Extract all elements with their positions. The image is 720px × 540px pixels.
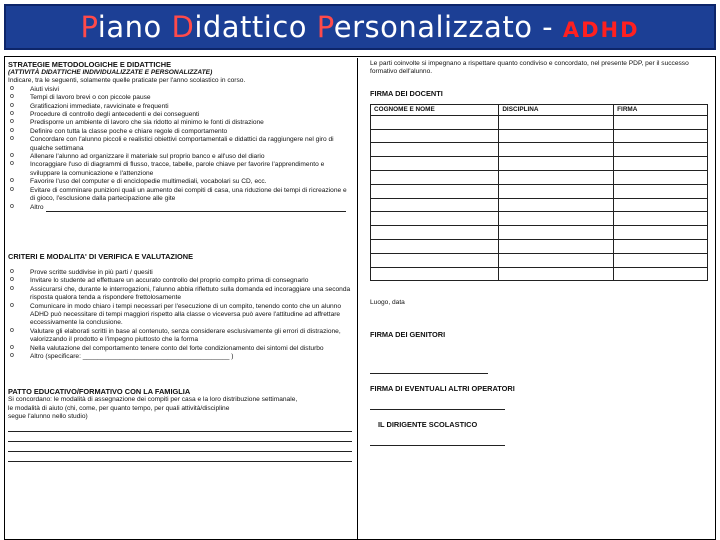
table-cell[interactable] <box>371 157 499 171</box>
table-row <box>371 212 708 226</box>
luogo-data: Luogo, data <box>370 299 405 307</box>
checklist-item[interactable]: o Valutare gli elaborati scritti in base al contenuto, senza considerare esclusivamente gli errori di distrazione, valorizzando il prodotto e l'impegno piuttosto che la forma <box>8 328 352 345</box>
dirigente-signature-line[interactable] <box>370 435 505 446</box>
table-row <box>371 184 708 198</box>
patto-write-line <box>8 423 352 432</box>
table-cell[interactable] <box>614 267 708 281</box>
checklist-item[interactable]: o Evitare di comminare punizioni quali un aumento dei compiti di casa, una riduzione dei tempi di ricreazione e di gioco, l'esclusione dalla partecipazione alle gite <box>8 187 352 204</box>
firma-operatori-label: FIRMA DI EVENTUALI ALTRI OPERATORI <box>370 383 515 393</box>
title-adhd: ADHD <box>562 18 640 42</box>
table-row <box>371 157 708 171</box>
genitori-signature-line[interactable] <box>370 363 488 374</box>
checklist-item[interactable]: o Procedure di controllo degli antecedenti e dei conseguenti <box>8 111 352 119</box>
table-cell[interactable] <box>499 143 614 157</box>
table-cell[interactable] <box>614 212 708 226</box>
col-header-firma: FIRMA <box>614 104 708 115</box>
criteri-list <box>8 269 352 361</box>
table-row <box>371 129 708 143</box>
patto-write-line <box>8 443 352 452</box>
title-bar <box>4 4 716 50</box>
table-cell[interactable] <box>499 226 614 240</box>
table-cell[interactable] <box>371 171 499 185</box>
table-cell[interactable] <box>371 239 499 253</box>
patto-line-3: segue l'alunno nello studio) <box>8 413 88 421</box>
checklist-item[interactable]: o Favorire l'uso del computer e di enciclopedie multimediali, vocabolari su CD, ecc. <box>8 178 352 186</box>
checklist-item[interactable]: o Gratificazioni immediate, ravvicinate e frequenti <box>8 103 352 111</box>
table-cell[interactable] <box>371 184 499 198</box>
table-cell[interactable] <box>614 239 708 253</box>
docenti-table <box>370 104 708 282</box>
firma-genitori-label: FIRMA DEI GENITORI <box>370 329 446 339</box>
table-row <box>371 253 708 267</box>
strategie-subheading: (ATTIVITÀ DIDATTICHE INDIVIDUALIZZATE E PERSONALIZZATE) <box>8 69 213 76</box>
checklist-item[interactable]: o Tempi di lavoro brevi o con piccole pause <box>8 94 352 102</box>
table-cell[interactable] <box>499 239 614 253</box>
table-row <box>371 239 708 253</box>
checklist-item[interactable]: o Definire con tutta la classe poche e chiare regole di comportamento <box>8 128 352 136</box>
table-row <box>371 171 708 185</box>
table-row <box>371 226 708 240</box>
table-cell[interactable] <box>371 253 499 267</box>
table-cell[interactable] <box>499 184 614 198</box>
table-cell[interactable] <box>614 184 708 198</box>
table-cell[interactable] <box>371 129 499 143</box>
table-row <box>371 115 708 129</box>
checklist-item[interactable]: o Allenare l'alunno ad organizzare il materiale sul proprio banco e all'uso del diario <box>8 153 352 161</box>
table-cell[interactable] <box>371 198 499 212</box>
patto-write-line <box>8 453 352 462</box>
checklist-item[interactable]: o Assicurarsi che, durante le interrogazioni, l'alunno abbia riflettuto sulla domanda ed incoraggiare una seconda risposta qualora tenda a rispondere frettolosamente <box>8 286 352 303</box>
firma-docenti-label: FIRMA DEI DOCENTI <box>370 88 443 98</box>
table-row <box>371 198 708 212</box>
table-cell[interactable] <box>499 212 614 226</box>
table-cell[interactable] <box>499 267 614 281</box>
table-cell[interactable] <box>371 143 499 157</box>
checklist-item[interactable]: o Predisporre un ambiente di lavoro che sia ridotto al minimo le fonti di distrazione <box>8 119 352 127</box>
table-cell[interactable] <box>614 157 708 171</box>
operatori-signature-line[interactable] <box>370 399 505 410</box>
table-cell[interactable] <box>371 267 499 281</box>
table-cell[interactable] <box>371 226 499 240</box>
table-cell[interactable] <box>499 157 614 171</box>
criteri-heading: CRITERI E MODALITA' DI VERIFICA E VALUTAZIONE <box>8 251 194 261</box>
checklist-item[interactable]: o Concordare con l'alunno piccoli e realistici obiettivi comportamentali e didattici da raggiungere nel giro di qualche settimana <box>8 136 352 153</box>
table-cell[interactable] <box>499 129 614 143</box>
table-cell[interactable] <box>499 253 614 267</box>
table-cell[interactable] <box>614 253 708 267</box>
table-cell[interactable] <box>614 129 708 143</box>
table-cell[interactable] <box>499 171 614 185</box>
patto-write-line <box>8 433 352 442</box>
table-cell[interactable] <box>499 115 614 129</box>
strategie-heading: STRATEGIE METODOLOGICHE E DIDATTICHE <box>8 60 172 69</box>
right-column <box>370 60 708 456</box>
checklist-item[interactable]: o Nella valutazione del comportamento tenere conto del forte condizionamento dei sintomi del disturbo <box>8 345 352 353</box>
dirigente-label: IL DIRIGENTE SCOLASTICO <box>378 419 478 429</box>
table-cell[interactable] <box>499 198 614 212</box>
altro-line[interactable] <box>46 204 346 212</box>
left-column <box>8 60 352 462</box>
checklist-item[interactable]: o Aiuti visivi <box>8 86 352 94</box>
checklist-item[interactable]: o Altro (specificare: ________________________________________ ) <box>8 353 352 361</box>
intro-text: Le parti coinvolte si impegnano a rispettare quanto condiviso e concordato, nel presente PDP, per il successo formativo dell'alunno. <box>370 60 689 76</box>
table-cell[interactable] <box>614 226 708 240</box>
checklist-item[interactable]: o Prove scritte suddivise in più parti / quesiti <box>8 269 352 277</box>
table-cell[interactable] <box>371 115 499 129</box>
patto-line-2: le modalità di aiuto (chi, come, per quanto tempo, per quali attività/discipline <box>8 404 230 412</box>
checklist-item[interactable]: o Comunicare in modo chiaro i tempi necessari per l'esecuzione di un compito, tenendo conto che un alunno ADHD può necessitare di tempi maggiori rispetto alla classe o viceversa può avere l'attitudine ad affrettare eccessivamente la conclusione. <box>8 303 352 328</box>
table-cell[interactable] <box>614 143 708 157</box>
col-header-disciplina: DISCIPLINA <box>499 104 614 115</box>
column-divider <box>357 58 358 540</box>
patto-line-1: Si concordano: le modalità di assegnazione dei compiti per casa e la loro distribuzione settimanale, <box>8 396 298 404</box>
page-title: Piano Didattico Personalizzato - ADHD <box>80 10 640 44</box>
checklist-item[interactable]: o Incoraggiare l'uso di diagrammi di flusso, tracce, tabelle, parole chiave per favorire l'apprendimento e sviluppare la comunicazione e l'attenzione <box>8 161 352 178</box>
patto-heading: PATTO EDUCATIVO/FORMATIVO CON LA FAMIGLIA <box>8 387 191 397</box>
checklist-item[interactable]: o Altro <box>8 204 352 212</box>
table-cell[interactable] <box>614 198 708 212</box>
strategie-list <box>8 86 352 212</box>
table-cell[interactable] <box>614 171 708 185</box>
table-row <box>371 267 708 281</box>
table-cell[interactable] <box>371 212 499 226</box>
checklist-item[interactable]: o Invitare lo studente ad effettuare un accurato controllo del proprio compito prima di consegnarlo <box>8 277 352 285</box>
strategie-instruction: Indicare, tra le seguenti, solamente quelle praticate per l'anno scolastico in corso. <box>8 77 246 85</box>
table-row <box>371 143 708 157</box>
col-header-nome: COGNOME E NOME <box>371 104 499 115</box>
table-cell[interactable] <box>614 115 708 129</box>
